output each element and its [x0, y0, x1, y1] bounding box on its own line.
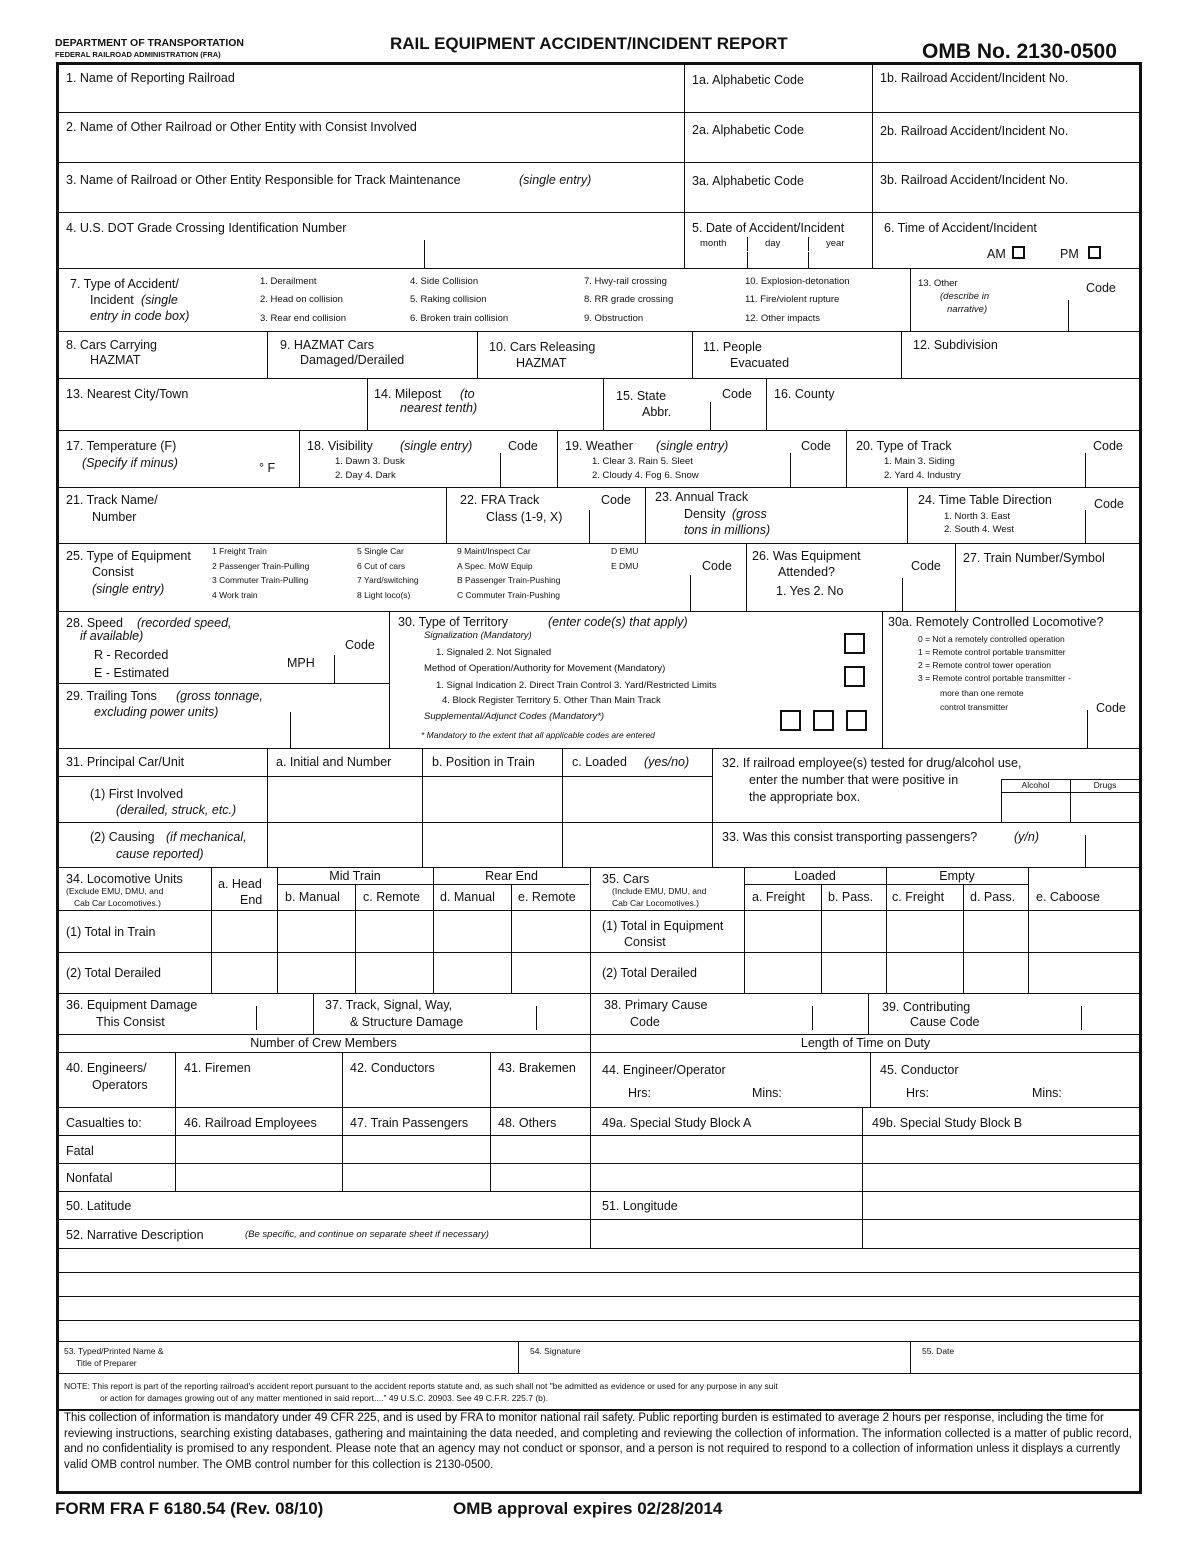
conductor-mins-label: Mins: [1032, 1086, 1062, 1100]
field-31a-label: a. Initial and Number [276, 755, 392, 769]
accident-type-9: 9. Obstruction [584, 313, 644, 324]
field-1-label: 1. Name of Reporting Railroad [66, 71, 235, 85]
pm-checkbox[interactable] [1088, 246, 1101, 259]
field-34-label: 34. Locomotive Units [66, 872, 183, 886]
field-5-label: 5. Date of Accident/Incident [692, 221, 845, 235]
date-month-label: month [700, 238, 727, 249]
accident-type-7: 7. Hwy-rail crossing [584, 276, 667, 287]
accident-type-11: 11. Fire/violent rupture [745, 294, 840, 305]
field-9-label-2: Damaged/Derailed [300, 353, 405, 367]
accident-type-13: 13. Other [918, 278, 958, 289]
field-42-label: 42. Conductors [350, 1061, 435, 1075]
field-25-note: (single entry) [92, 582, 165, 596]
field-15-label-2: Abbr. [642, 405, 672, 419]
method-code-box[interactable] [844, 666, 865, 687]
field-48-label: 48. Others [498, 1116, 557, 1130]
date-day-label: day [765, 238, 781, 249]
date-year-label: year [826, 238, 845, 249]
field-15-label: 15. State [616, 389, 667, 403]
field-44-label: 44. Engineer/Operator [602, 1063, 726, 1077]
signalization-code-box[interactable] [844, 633, 865, 654]
field-19-code-label: Code [801, 439, 831, 453]
field-37-label: 37. Track, Signal, Way, [325, 998, 453, 1012]
head-end-label-2: End [240, 893, 263, 907]
burden-statement: This collection of information is mandatory under 49 CFR 225, and is used by FRA to monitor national rail safety. Public reporting burden is estimated to average 2 hours per response, including the time for reviewing instructions, searching existing databases, gathering and maintaining the data needed, and completing and reviewing the collection of information. The information collected is a matter of public record, and no confidentiality is promised to any respondent. Please note that an agency may not conduct or sponsor, and a person is not required to respond to a collection of information unless it displays a currently valid OMB control number. The OMB control number for this collection is 2130-0500. [64, 1412, 1132, 1471]
field-30a-code-label: Code [1096, 701, 1126, 715]
field-15-code-label: Code [722, 387, 752, 401]
degrees-f-label: ° F [259, 461, 276, 475]
cars-derailed-label: (2) Total Derailed [602, 966, 697, 980]
field-41-label: 41. Firemen [184, 1061, 251, 1075]
field-32-label-3: the appropriate box. [749, 790, 861, 804]
field-49a-label: 49a. Special Study Block A [602, 1116, 752, 1130]
field-25-label: 25. Type of Equipment [66, 549, 191, 563]
field-6-label: 6. Time of Accident/Incident [884, 221, 1037, 235]
omb-number: OMB No. 2130-0500 [922, 40, 1117, 63]
note-paragraph-2: or action for damages growing out of any matter mentioned in said report...." 49 U.S.C. 20903. See 49 C.F.R. 225.7 (b). [100, 1393, 549, 1403]
field-17-note: (Specify if minus) [82, 456, 178, 470]
mandatory-footnote: * Mandatory to the extent that all applicable codes are entered [421, 730, 655, 740]
field-30-note: (enter code(s) that apply) [548, 615, 688, 629]
field-3-note: (single entry) [519, 173, 592, 187]
field-23-note-2: tons in millions) [684, 523, 771, 537]
field-20-code-label: Code [1093, 439, 1123, 453]
mid-manual-label: b. Manual [285, 890, 340, 904]
caboose-label: e. Caboose [1036, 890, 1100, 904]
field-20-label: 20. Type of Track [856, 439, 952, 453]
field-31c-note: (yes/no) [644, 755, 690, 769]
field-3a-label: 3a. Alphabetic Code [692, 174, 804, 188]
remote-option-3: 3 = Remote control portable transmitter - [918, 673, 1071, 683]
accident-type-1: 1. Derailment [260, 276, 317, 287]
loaded-pass-label: b. Pass. [828, 890, 874, 904]
supplemental-codes-label: Supplemental/Adjunct Codes (Mandatory*) [424, 711, 605, 722]
field-34-note-2: Cab Car Locomotives.) [74, 898, 161, 908]
field-7-label-2: Incident [90, 293, 134, 307]
field-21-label-2: Number [92, 510, 137, 524]
field-35-note-2: Cab Car Locomotives.) [612, 898, 699, 908]
form-title: RAIL EQUIPMENT ACCIDENT/INCIDENT REPORT [390, 34, 788, 53]
field-23-label: 23. Annual Track [655, 490, 749, 504]
field-22-code-label: Code [601, 493, 631, 507]
accident-type-6: 6. Broken train collision [410, 313, 509, 324]
field-39-label: 39. Contributing [882, 1000, 971, 1014]
drugs-label: Drugs [1093, 780, 1117, 790]
field-26-label: 26. Was Equipment [752, 549, 861, 563]
equip-type-list-2: 5 Single Car 6 Cut of cars 7 Yard/switching 8 Light loco(s) [357, 546, 419, 600]
field-25-code-label: Code [702, 559, 732, 573]
field-14-label: 14. Milepost [374, 387, 442, 401]
field-19-note: (single entry) [656, 439, 729, 453]
field-10-label: 10. Cars Releasing [489, 340, 596, 354]
direction-options-2: 2. South 4. West [944, 524, 1015, 535]
supplemental-code-box-3[interactable] [846, 710, 867, 731]
field-17-label: 17. Temperature (F) [66, 439, 177, 453]
field-18-code-label: Code [508, 439, 538, 453]
field-32-label: 32. If railroad employee(s) tested for drug/alcohol use, [722, 756, 1022, 770]
rear-end-label: Rear End [485, 869, 538, 883]
field-29-label: 29. Trailing Tons [66, 689, 157, 703]
field-37-label-2: & Structure Damage [350, 1015, 464, 1029]
loaded-freight-label: a. Freight [752, 890, 805, 904]
track-type-options-1: 1. Main 3. Siding [884, 456, 955, 467]
speed-recorded-label: R - Recorded [94, 648, 169, 662]
accident-type-13-note-2: narrative) [947, 304, 988, 315]
field-11-label-2: Evacuated [730, 356, 790, 370]
field-18-label: 18. Visibility [307, 439, 373, 453]
field-27-label: 27. Train Number/Symbol [963, 551, 1105, 565]
field-18-note: (single entry) [400, 439, 473, 453]
field-46-label: 46. Railroad Employees [184, 1116, 317, 1130]
field-11-label: 11. People [703, 340, 762, 354]
field-35-label: 35. Cars [602, 872, 650, 886]
field-22-label-2: Class (1-9, X) [486, 510, 563, 524]
time-on-duty-header: Length of Time on Duty [800, 1036, 931, 1050]
field-55-label: 55. Date [922, 1346, 955, 1356]
visibility-options-1: 1. Dawn 3. Dusk [335, 456, 405, 467]
field-52-note: (Be specific, and continue on separate sheet if necessary) [245, 1229, 489, 1240]
field-9-label: 9. HAZMAT Cars [280, 338, 374, 352]
causing-label: (2) Causing [90, 830, 155, 844]
speed-estimated-label: E - Estimated [94, 666, 170, 680]
field-29-note-2: excluding power units) [94, 705, 219, 719]
field-8-label-2: HAZMAT [90, 353, 141, 367]
equip-type-list-4: D EMU E DMU [611, 546, 639, 571]
field-36-label: 36. Equipment Damage [66, 998, 198, 1012]
loco-total-label: (1) Total in Train [66, 925, 156, 939]
form-number: FORM FRA F 6180.54 (Rev. 08/10) [55, 1499, 324, 1518]
signalization-label: Signalization (Mandatory) [424, 630, 532, 641]
cars-total-label-2: Consist [624, 935, 666, 949]
first-involved-note: (derailed, struck, etc.) [116, 803, 237, 817]
head-end-label: a. Head [218, 877, 262, 891]
signalization-options: 1. Signaled 2. Not Signaled [436, 647, 552, 658]
method-options-2: 4. Block Register Territory 5. Other Than Main Track [442, 695, 661, 706]
field-51-label: 51. Longitude [602, 1199, 678, 1213]
casualties-label: Casualties to: [66, 1116, 142, 1130]
accident-type-12: 12. Other impacts [745, 313, 820, 324]
field-32-label-2: enter the number that were positive in [749, 773, 959, 787]
remote-option-3-cont: more than one remote [940, 688, 1024, 698]
accident-type-13-note: (describe in [940, 291, 990, 302]
accident-type-5: 5. Raking collision [410, 294, 487, 305]
field-38-label-2: Code [630, 1015, 660, 1029]
field-7-label-3: (single [141, 293, 178, 307]
field-28-note: (recorded speed, [137, 616, 232, 630]
omb-expiration: OMB approval expires 02/28/2014 [453, 1499, 723, 1518]
am-checkbox[interactable] [1012, 246, 1025, 259]
field-39-label-2: Cause Code [910, 1015, 980, 1029]
field-10-label-2: HAZMAT [516, 356, 567, 370]
equip-type-list-1: 1 Freight Train 2 Passenger Train-Pulling 3 Commuter Train-Pulling 4 Work train [212, 546, 310, 600]
field-22-label: 22. FRA Track [460, 493, 540, 507]
field-21-label: 21. Track Name/ [66, 493, 158, 507]
field-47-label: 47. Train Passengers [350, 1116, 469, 1130]
direction-options-1: 1. North 3. East [944, 511, 1011, 522]
accident-type-4: 4. Side Collision [410, 276, 479, 287]
field-30-label: 30. Type of Territory [398, 615, 509, 629]
field-40-label-2: Operators [92, 1078, 148, 1092]
mid-remote-label: c. Remote [363, 890, 420, 904]
field-53-label: 53. Typed/Printed Name & [64, 1346, 164, 1356]
field-1b-label: 1b. Railroad Accident/Incident No. [880, 71, 1069, 85]
field-34-note: (Exclude EMU, DMU, and [66, 886, 164, 896]
field-7-label-4: entry in code box) [90, 309, 190, 323]
field-14-note-2: nearest tenth) [400, 401, 478, 415]
cars-total-label: (1) Total in Equipment [602, 919, 724, 933]
field-24-label: 24. Time Table Direction [918, 493, 1052, 507]
accident-type-8: 8. RR grade crossing [584, 294, 674, 305]
field-35-note: (Include EMU, DMU, and [612, 886, 707, 896]
field-25-label-2: Consist [92, 565, 134, 579]
field-33-label: 33. Was this consist transporting passengers? [722, 830, 978, 844]
engineer-mins-label: Mins: [752, 1086, 782, 1100]
empty-label: Empty [939, 869, 975, 883]
causing-note: (if mechanical, [166, 830, 247, 844]
field-28-code-label: Code [345, 638, 375, 652]
causing-note-2: cause reported) [116, 847, 204, 861]
mid-train-label: Mid Train [329, 869, 381, 883]
field-1a-label: 1a. Alphabetic Code [692, 73, 804, 87]
field-31c-label: c. Loaded [572, 755, 627, 769]
loco-derailed-label: (2) Total Derailed [66, 966, 161, 980]
field-45-label: 45. Conductor [880, 1063, 959, 1077]
crew-members-header: Number of Crew Members [250, 1036, 397, 1050]
field-50-label: 50. Latitude [66, 1199, 132, 1213]
field-26-label-2: Attended? [778, 565, 835, 579]
engineer-hrs-label: Hrs: [628, 1086, 651, 1100]
field-8-label: 8. Cars Carrying [66, 338, 157, 352]
field-38-label: 38. Primary Cause [604, 998, 708, 1012]
mph-label: MPH [287, 656, 315, 670]
field-3-label: 3. Name of Railroad or Other Entity Responsible for Track Maintenance [66, 173, 461, 187]
field-31b-label: b. Position in Train [432, 755, 535, 769]
first-involved-label: (1) First Involved [90, 787, 184, 801]
field-7-label: 7. Type of Accident/ [70, 277, 179, 291]
field-28-label: 28. Speed [66, 616, 123, 630]
field-14-note: (to [460, 387, 475, 401]
accident-type-3: 3. Rear end collision [260, 313, 347, 324]
pm-label: PM [1060, 247, 1079, 261]
field-29-note: (gross tonnage, [176, 689, 263, 703]
conductor-hrs-label: Hrs: [906, 1086, 929, 1100]
fatal-label: Fatal [66, 1144, 94, 1158]
field-28-note-2: if available) [80, 629, 144, 643]
remote-option-0: 0 = Not a remotely controlled operation [918, 634, 1065, 644]
am-label: AM [987, 247, 1006, 261]
loaded-label: Loaded [794, 869, 836, 883]
note-paragraph: NOTE: This report is part of the reporting railroad's accident report pursuant to the accident reports statute and, as such shall not "be admitted as evidence or used for any purpose in any suit [64, 1381, 778, 1391]
attended-options: 1. Yes 2. No [776, 584, 844, 598]
field-31-label: 31. Principal Car/Unit [66, 755, 185, 769]
field-4-label: 4. U.S. DOT Grade Crossing Identification Number [66, 221, 347, 235]
field-2b-label: 2b. Railroad Accident/Incident No. [880, 124, 1069, 138]
field-23-label-2: Density [684, 507, 726, 521]
field-43-label: 43. Brakemen [498, 1061, 576, 1075]
field-54-label: 54. Signature [530, 1346, 581, 1356]
field-33-note: (y/n) [1014, 830, 1039, 844]
accident-type-10: 10. Explosion-detonation [745, 276, 850, 287]
empty-pass-label: d. Pass. [970, 890, 1016, 904]
supplemental-code-box-1[interactable] [780, 710, 801, 731]
field-13-label: 13. Nearest City/Town [66, 387, 189, 401]
field-26-code-label: Code [911, 559, 941, 573]
agency-name: DEPARTMENT OF TRANSPORTATION [55, 37, 244, 49]
alcohol-label: Alcohol [1021, 780, 1050, 790]
remote-option-3-cont-2: control transmitter [940, 702, 1009, 712]
supplemental-code-box-2[interactable] [813, 710, 834, 731]
field-30a-label: 30a. Remotely Controlled Locomotive? [888, 615, 1104, 629]
track-type-options-2: 2. Yard 4. Industry [884, 470, 961, 481]
rear-manual-label: d. Manual [440, 890, 495, 904]
field-2-label: 2. Name of Other Railroad or Other Entity with Consist Involved [66, 120, 417, 134]
remote-option-1: 1 = Remote control portable transmitter [918, 647, 1066, 657]
visibility-options-2: 2. Day 4. Dark [335, 470, 396, 481]
field-12-label: 12. Subdivision [913, 338, 998, 352]
method-operation-label: Method of Operation/Authority for Movement (Mandatory) [424, 663, 666, 674]
field-53-label-2: Title of Preparer [76, 1358, 137, 1368]
equip-type-list-3: 9 Maint/Inspect Car A Spec. MoW Equip B Passenger Train-Pushing C Commuter Train-Pushing [457, 546, 561, 600]
field-19-label: 19. Weather [565, 439, 633, 453]
field-24-code-label: Code [1094, 497, 1124, 511]
sub-agency-name: FEDERAL RAILROAD ADMINISTRATION (FRA) [55, 50, 221, 59]
field-40-label: 40. Engineers/ [66, 1061, 147, 1075]
weather-options-2: 2. Cloudy 4. Fog 6. Snow [592, 470, 699, 481]
empty-freight-label: c. Freight [892, 890, 945, 904]
accident-type-2: 2. Head on collision [260, 294, 343, 305]
weather-options-1: 1. Clear 3. Rain 5. Sleet [592, 456, 693, 467]
field-36-label-2: This Consist [96, 1015, 165, 1029]
field-23-note: (gross [732, 507, 767, 521]
rear-remote-label: e. Remote [518, 890, 576, 904]
method-options-1: 1. Signal Indication 2. Direct Train Control 3. Yard/Restricted Limits [436, 680, 717, 691]
remote-option-2: 2 = Remote control tower operation [918, 660, 1052, 670]
field-49b-label: 49b. Special Study Block B [872, 1116, 1023, 1130]
field-16-label: 16. County [774, 387, 835, 401]
nonfatal-label: Nonfatal [66, 1171, 113, 1185]
field-52-label: 52. Narrative Description [66, 1228, 204, 1242]
field-3b-label: 3b. Railroad Accident/Incident No. [880, 173, 1069, 187]
field-2a-label: 2a. Alphabetic Code [692, 123, 804, 137]
field-7-code-label: Code [1086, 281, 1116, 295]
